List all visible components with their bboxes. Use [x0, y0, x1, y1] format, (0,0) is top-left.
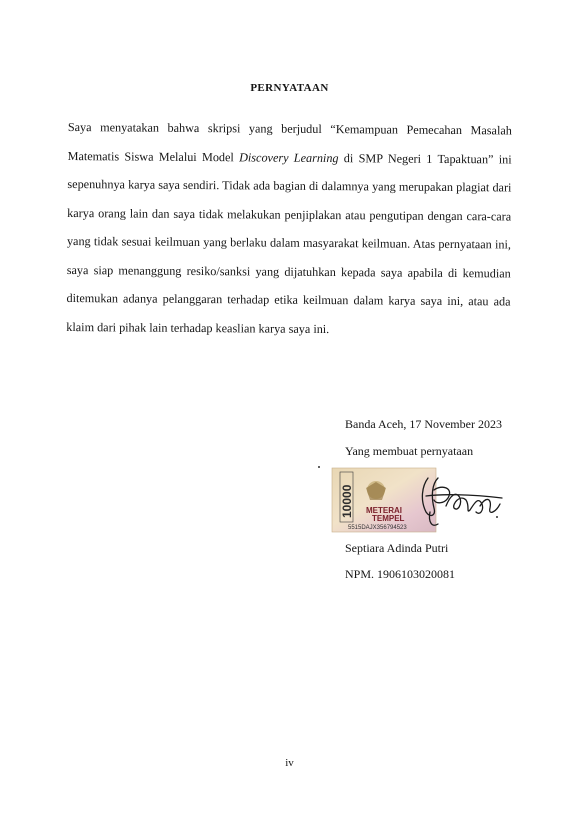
statement-text-part2: di SMP Negeri 1 Tapaktuan” ini sepenuhnya karya saya sendiri. Tidak ada bagian di dalamnya yang merupakan plagiat dari karya orang lain dan saya tidak melakukan penjiplakan atau pengutipan dengan cara-cara yang tidak sesuai keilmuan yang berlaku dalam masyarakat keilmuan. Atas pernyataan ini, saya siap menanggung resiko/sanksi yang dijatuhkan kepada saya apabila di kemudian ditemukan adanya pelanggaran terhadap etika keilmuan dalam karya saya ini, atau ada klaim dari pihak lain terhadap keaslian karya saya ini.: [66, 150, 512, 336]
page-number: iv: [285, 757, 294, 769]
ink-dot: [318, 466, 320, 468]
stamp-label-tempel: TEMPEL: [372, 514, 405, 523]
statement-text-italic: Discovery Learning: [239, 149, 339, 165]
meterai-stamp: [330, 466, 520, 538]
stamp-and-signature: [330, 466, 520, 538]
stamp-serial: 5515DAJX356794523: [348, 525, 407, 531]
signer-npm: NPM. 1906103020081: [345, 567, 456, 581]
stamp-value: 10000: [340, 484, 354, 518]
signer-name: Septiara Adinda Putri: [345, 541, 449, 555]
statement-text-part1: Saya menyatakan bahwa skripsi yang berjudul “Kemampuan Pemecahan Masalah Matematis Siswa Melalui Model: [67, 119, 512, 164]
statement-paragraph: [66, 113, 512, 344]
place-date: Banda Aceh, 17 November 2023: [345, 417, 502, 431]
signer-role: Yang membuat pernyataan: [345, 444, 474, 458]
stamp-label-meterai: METERAI: [366, 506, 402, 515]
page-title: PERNYATAAN: [250, 82, 329, 94]
